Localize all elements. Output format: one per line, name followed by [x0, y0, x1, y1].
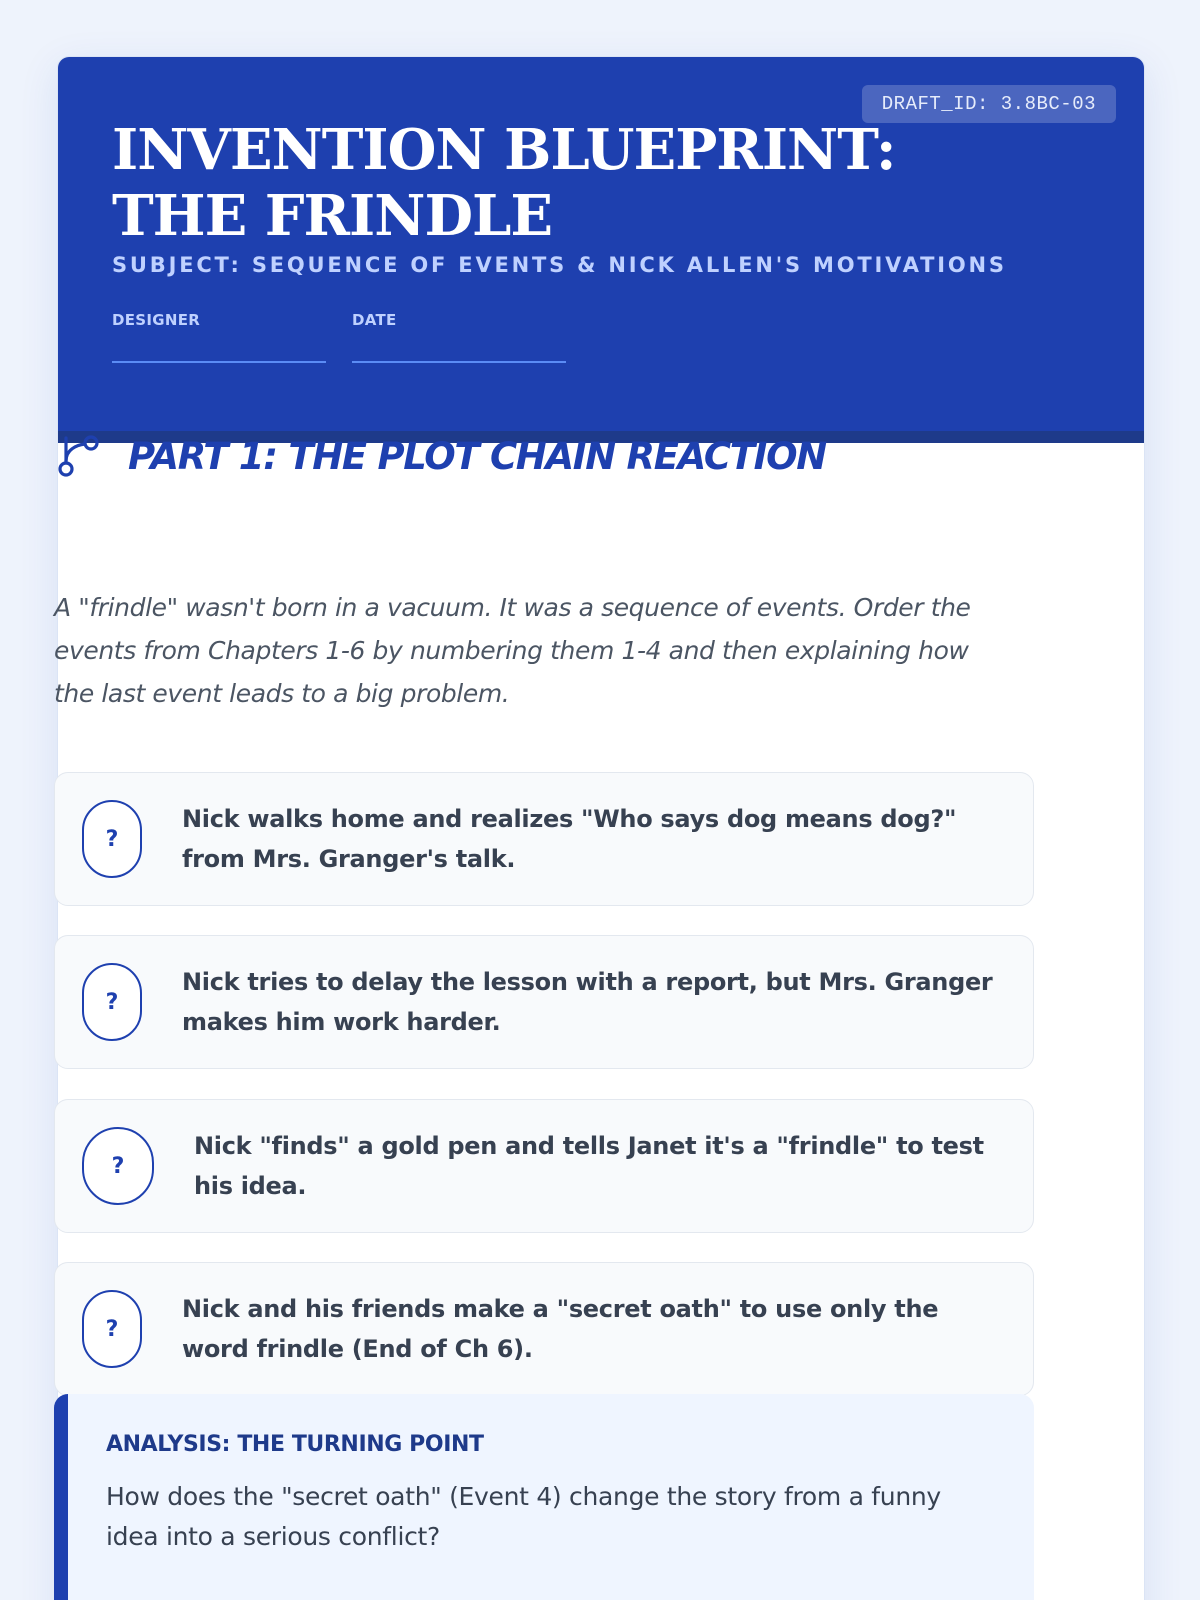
event-number-input[interactable]: ?: [82, 1290, 142, 1368]
analysis-question: How does the "secret oath" (Event 4) change the story from a funny idea into a serious conflict?: [106, 1482, 941, 1551]
worksheet-header: [58, 57, 1144, 443]
part1-instructions: A "frindle" wasn't born in a vacuum. It was a sequence of events. Order the events from Chapters 1-6 by numbering them 1-4 and then explaining how the last event leads to a big problem.: [54, 593, 971, 708]
event-card: [54, 935, 1034, 1069]
event-text: Nick "finds" a gold pen and tells Janet it's a "frindle" to test his idea.: [194, 1132, 984, 1200]
date-label: DATE: [352, 311, 397, 329]
part1-heading: [54, 432, 826, 480]
designer-field[interactable]: [112, 311, 326, 363]
draft-id-badge: DRAFT_ID: 3.8BC-03: [862, 85, 1116, 123]
event-text: Nick tries to delay the lesson with a report, but Mrs. Granger makes him work harder.: [182, 968, 993, 1036]
page-title: INVENTION BLUEPRINT: THE FRINDLE: [112, 117, 896, 249]
date-field[interactable]: [352, 311, 566, 363]
part1-title: PART 1: THE PLOT CHAIN REACTION: [128, 434, 826, 478]
subject-line: SUBJECT: SEQUENCE OF EVENTS & NICK ALLEN'S MOTIVATIONS: [112, 253, 1007, 277]
date-input-line[interactable]: [352, 361, 566, 363]
event-text: Nick walks home and realizes "Who says dog means dog?" from Mrs. Granger's talk.: [182, 805, 957, 873]
event-number-input[interactable]: ?: [82, 800, 142, 878]
event-card: [54, 1262, 1034, 1396]
event-number-input[interactable]: ?: [82, 1127, 154, 1205]
branch-icon: [54, 432, 102, 480]
event-card: [54, 772, 1034, 906]
event-card: [54, 1099, 1034, 1233]
analysis-box: [54, 1394, 1034, 1600]
event-number-input[interactable]: ?: [82, 963, 142, 1041]
event-text: Nick and his friends make a "secret oath" to use only the word frindle (End of Ch 6).: [182, 1295, 939, 1363]
designer-input-line[interactable]: [112, 361, 326, 363]
analysis-title: ANALYSIS: THE TURNING POINT: [106, 1432, 484, 1457]
designer-label: DESIGNER: [112, 311, 201, 329]
